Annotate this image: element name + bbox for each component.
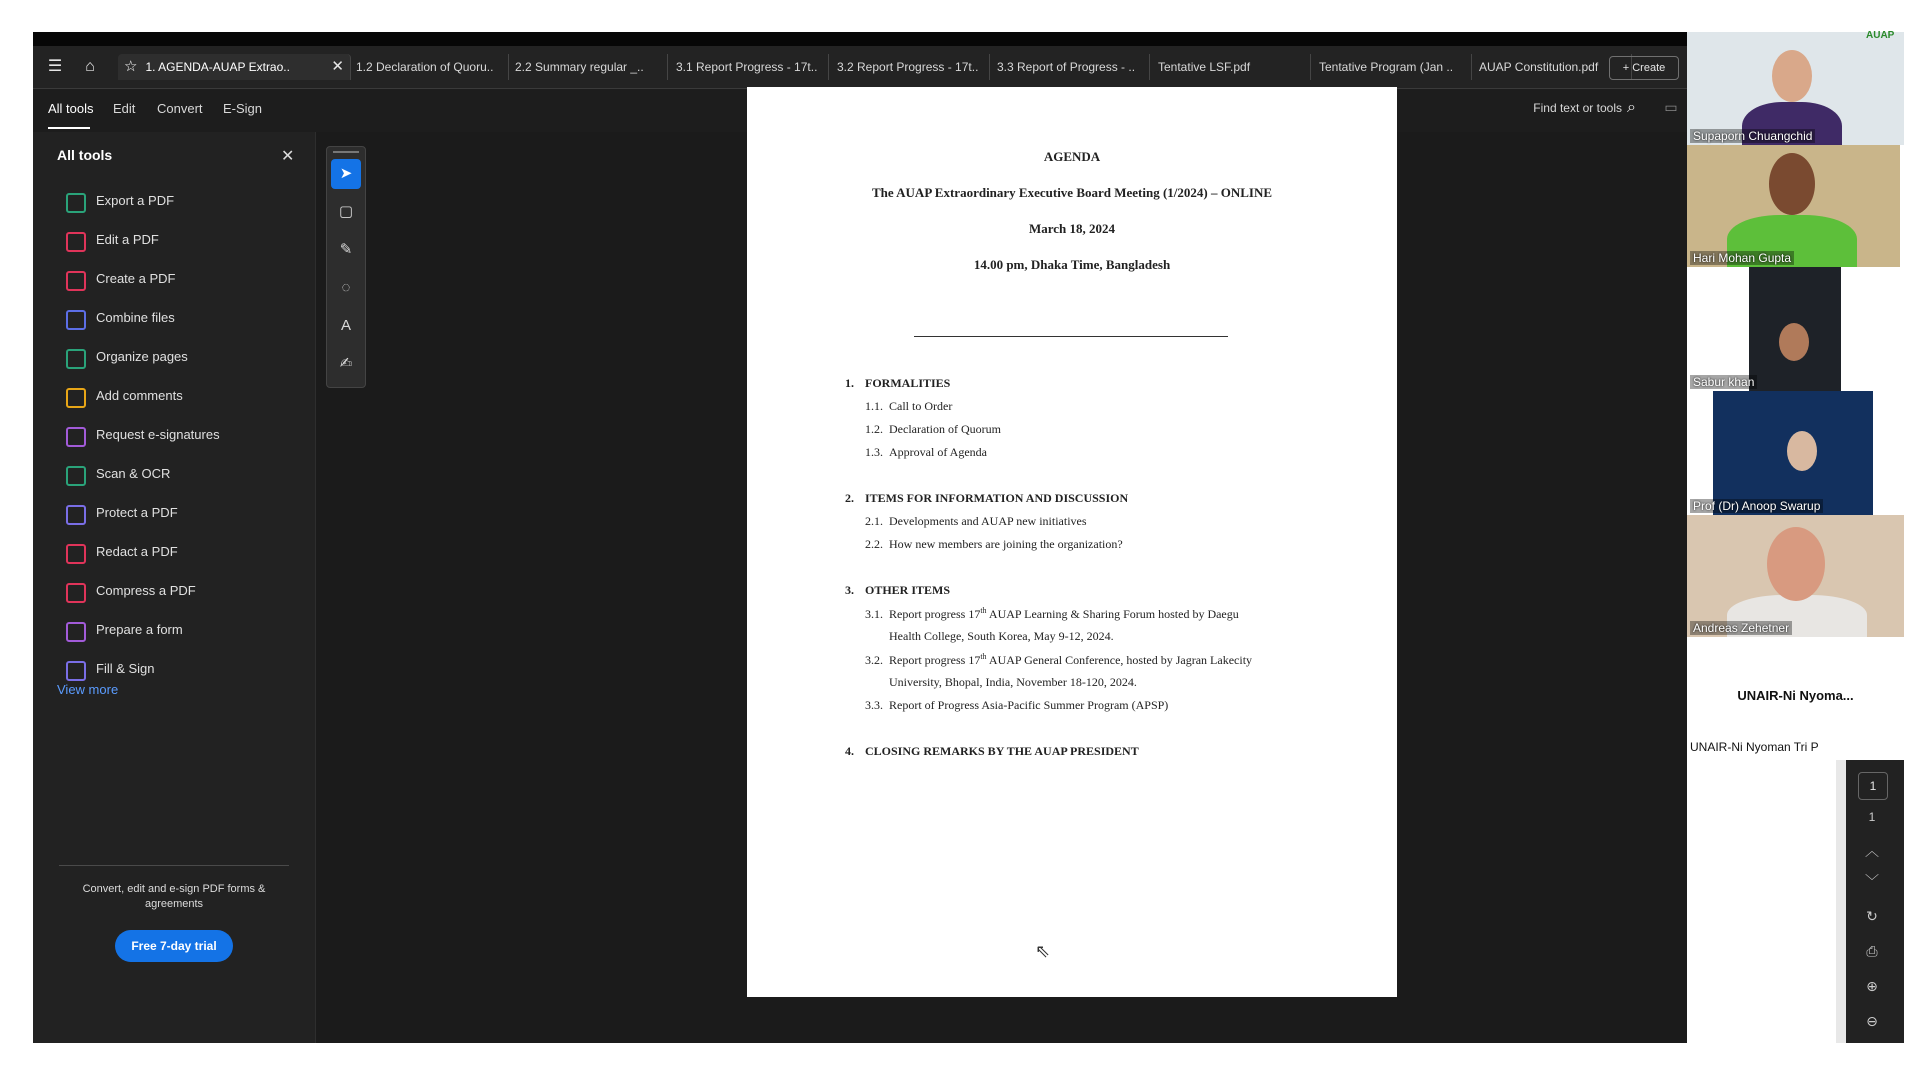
tool-icon bbox=[66, 310, 86, 330]
tool-label: Fill & Sign bbox=[96, 661, 155, 676]
star-icon[interactable]: ☆ bbox=[124, 58, 138, 75]
tool-label: Organize pages bbox=[96, 349, 188, 364]
participant-tile[interactable] bbox=[1687, 391, 1904, 515]
zoom-out-icon[interactable]: ⊖ bbox=[1866, 1013, 1878, 1029]
participant-name: UNAIR-Ni Nyoman Tri P bbox=[1690, 740, 1819, 754]
strip-handle[interactable] bbox=[333, 151, 359, 153]
agenda-item: 1.2. Declaration of Quorum bbox=[865, 422, 1001, 436]
tab-program[interactable]: Tentative Program (Jan .. bbox=[1313, 54, 1472, 80]
agenda-item: 3.3. Report of Progress Asia-Pacific Summer Program (APSP) bbox=[865, 698, 1169, 712]
tab-summary[interactable]: 2.2 Summary regular _.. bbox=[509, 54, 668, 80]
quick-tools-strip bbox=[326, 146, 366, 388]
active-menu-underline bbox=[48, 127, 90, 129]
tool-item[interactable] bbox=[33, 421, 315, 453]
add-comment-icon[interactable]: ▢ bbox=[338, 203, 354, 220]
section-formalities: 1. FORMALITIES bbox=[845, 376, 951, 390]
tool-label: Prepare a form bbox=[96, 622, 183, 637]
select-cursor-icon[interactable]: ➤ bbox=[331, 159, 361, 189]
doc-heading: AGENDA bbox=[1043, 149, 1101, 164]
tool-label: Scan & OCR bbox=[96, 466, 171, 481]
tool-item[interactable] bbox=[33, 499, 315, 531]
tool-item[interactable] bbox=[33, 460, 315, 492]
tool-icon bbox=[66, 349, 86, 369]
doc-time: 14.00 pm, Dhaka Time, Bangladesh bbox=[973, 257, 1171, 272]
agenda-item: 3.1. Report progress 17th AUAP Learning & Sharing Forum hosted by Daegu bbox=[865, 606, 1239, 621]
page-settings-icon[interactable]: ⎙ bbox=[1866, 943, 1878, 959]
tab-constitution[interactable]: AUAP Constitution.pdf bbox=[1473, 54, 1632, 80]
zoom-in-icon[interactable]: ⊕ bbox=[1866, 978, 1878, 994]
promo-text: Convert, edit and e-sign PDF forms & agreements bbox=[82, 883, 266, 910]
tool-item[interactable] bbox=[33, 265, 315, 297]
menu-convert[interactable]: Convert bbox=[157, 101, 203, 116]
tab-agenda[interactable]: ☆ 1. AGENDA-AUAP Extrao.. ✕ bbox=[118, 54, 351, 80]
tool-icon bbox=[66, 232, 86, 252]
text-box-icon[interactable]: A bbox=[340, 317, 351, 334]
menu-edit[interactable]: Edit bbox=[113, 101, 136, 116]
tool-item[interactable] bbox=[33, 577, 315, 609]
tool-label: Edit a PDF bbox=[96, 232, 159, 247]
panel-title: All tools bbox=[57, 147, 113, 163]
participant-name: Supaporn Chuangchid bbox=[1690, 129, 1815, 143]
menu-esign[interactable]: E-Sign bbox=[223, 101, 263, 116]
tool-item[interactable] bbox=[33, 538, 315, 570]
find-text-button[interactable]: Find text or tools bbox=[1533, 101, 1622, 115]
chevron-down-icon[interactable]: ﹀ bbox=[1865, 873, 1879, 889]
participant-tile[interactable] bbox=[1687, 145, 1900, 267]
tool-icon bbox=[66, 661, 86, 681]
create-button[interactable]: + Create bbox=[1609, 56, 1679, 80]
tool-label: Export a PDF bbox=[96, 193, 175, 208]
tool-item[interactable] bbox=[33, 382, 315, 414]
agenda-item: 3.2. Report progress 17th AUAP General Conference, hosted by Jagran Lakecity bbox=[865, 652, 1253, 667]
agenda-item: 1.3. Approval of Agenda bbox=[865, 445, 987, 459]
tool-icon bbox=[66, 193, 86, 213]
section-closing: 4. CLOSING REMARKS BY THE AUAP PRESIDENT bbox=[845, 744, 1139, 758]
all-tools-panel bbox=[33, 132, 316, 1043]
participant-tile-unair[interactable] bbox=[1687, 658, 1904, 774]
tab-report-33[interactable]: 3.3 Report of Progress - .. bbox=[991, 54, 1150, 80]
mouse-pointer-icon: ⇖ bbox=[1035, 941, 1051, 961]
page-navigation bbox=[1836, 760, 1904, 1043]
home-icon[interactable]: ⌂ bbox=[85, 58, 95, 75]
tool-item[interactable] bbox=[33, 304, 315, 336]
tool-label: Create a PDF bbox=[96, 271, 176, 286]
highlight-pen-icon[interactable]: ✎ bbox=[339, 241, 353, 258]
tool-label: Request e-signatures bbox=[96, 427, 220, 442]
pdf-page bbox=[747, 87, 1397, 997]
doc-rule bbox=[914, 336, 1228, 337]
menu-all-tools[interactable]: All tools bbox=[48, 101, 94, 116]
chevron-up-icon[interactable]: ︿ bbox=[1865, 843, 1879, 859]
tool-icon bbox=[66, 505, 86, 525]
tab-bar bbox=[33, 46, 1687, 89]
top-black-bar bbox=[33, 32, 1687, 46]
draw-lasso-icon[interactable]: ◌ bbox=[341, 279, 351, 296]
participant-name: Andreas Zehetner bbox=[1690, 621, 1792, 635]
participant-tile[interactable] bbox=[1687, 267, 1904, 391]
agenda-item-continuation: Health College, South Korea, May 9-12, 2024. bbox=[889, 629, 1114, 643]
search-icon[interactable]: ⌕ bbox=[1627, 99, 1636, 116]
participant-tile[interactable] bbox=[1687, 515, 1904, 637]
tool-icon bbox=[66, 622, 86, 642]
tool-label: Redact a PDF bbox=[96, 544, 178, 559]
scrollbar[interactable] bbox=[1836, 760, 1846, 1043]
tab-report-32[interactable]: 3.2 Report Progress - 17t.. bbox=[831, 54, 990, 80]
sign-icon[interactable]: ✍ bbox=[339, 355, 353, 372]
agenda-item: 2.2. How new members are joining the organization? bbox=[865, 537, 1123, 551]
tool-label: Protect a PDF bbox=[96, 505, 178, 520]
tool-item[interactable] bbox=[33, 616, 315, 648]
tool-icon bbox=[66, 544, 86, 564]
tab-report-31[interactable]: 3.1 Report Progress - 17t.. bbox=[670, 54, 829, 80]
current-page-box[interactable]: 1 bbox=[1858, 772, 1888, 800]
tool-item[interactable] bbox=[33, 343, 315, 375]
tool-label: Combine files bbox=[96, 310, 175, 325]
close-icon[interactable]: ✕ bbox=[331, 58, 344, 75]
participant-name-large: UNAIR-Ni Nyoma... bbox=[1737, 688, 1854, 703]
save-icon[interactable]: ▭ bbox=[1664, 99, 1678, 115]
doc-title: The AUAP Extraordinary Executive Board Meeting (1/2024) – ONLINE bbox=[871, 185, 1273, 200]
agenda-item: 2.1. Developments and AUAP new initiatives bbox=[865, 514, 1087, 528]
panel-divider bbox=[59, 865, 289, 866]
total-pages: 1 bbox=[1868, 810, 1876, 824]
view-more-link[interactable]: View more bbox=[57, 682, 119, 697]
tool-icon bbox=[66, 466, 86, 486]
free-trial-button[interactable]: Free 7-day trial bbox=[115, 930, 233, 962]
participant-name: Sabur khan bbox=[1690, 375, 1757, 389]
participant-name: Hari Mohan Gupta bbox=[1690, 251, 1794, 265]
participant-name: Prof (Dr) Anoop Swarup bbox=[1690, 499, 1823, 513]
tab-declaration[interactable]: 1.2 Declaration of Quoru.. bbox=[350, 54, 509, 80]
menu-icon[interactable]: ☰ bbox=[47, 58, 63, 75]
auap-logo: AUAP bbox=[1866, 30, 1895, 41]
close-panel-icon[interactable]: ✕ bbox=[281, 148, 295, 165]
tool-icon bbox=[66, 271, 86, 291]
section-information: 2. ITEMS FOR INFORMATION AND DISCUSSION bbox=[845, 491, 1129, 505]
tool-label: Add comments bbox=[96, 388, 183, 403]
tool-item[interactable] bbox=[33, 226, 315, 258]
agenda-item: 1.1. Call to Order bbox=[865, 399, 953, 413]
tool-label: Compress a PDF bbox=[96, 583, 196, 598]
tool-icon bbox=[66, 583, 86, 603]
tool-icon bbox=[66, 388, 86, 408]
section-other-items: 3. OTHER ITEMS bbox=[845, 583, 951, 597]
tool-icon bbox=[66, 427, 86, 447]
plus-icon: + bbox=[1622, 62, 1630, 74]
tab-lsf[interactable]: Tentative LSF.pdf bbox=[1152, 54, 1311, 80]
agenda-item-continuation: University, Bhopal, India, November 18-120, 2024. bbox=[889, 675, 1137, 689]
tool-item[interactable] bbox=[33, 187, 315, 219]
doc-date: March 18, 2024 bbox=[1028, 221, 1116, 236]
rotate-icon[interactable]: ↻ bbox=[1866, 908, 1878, 924]
